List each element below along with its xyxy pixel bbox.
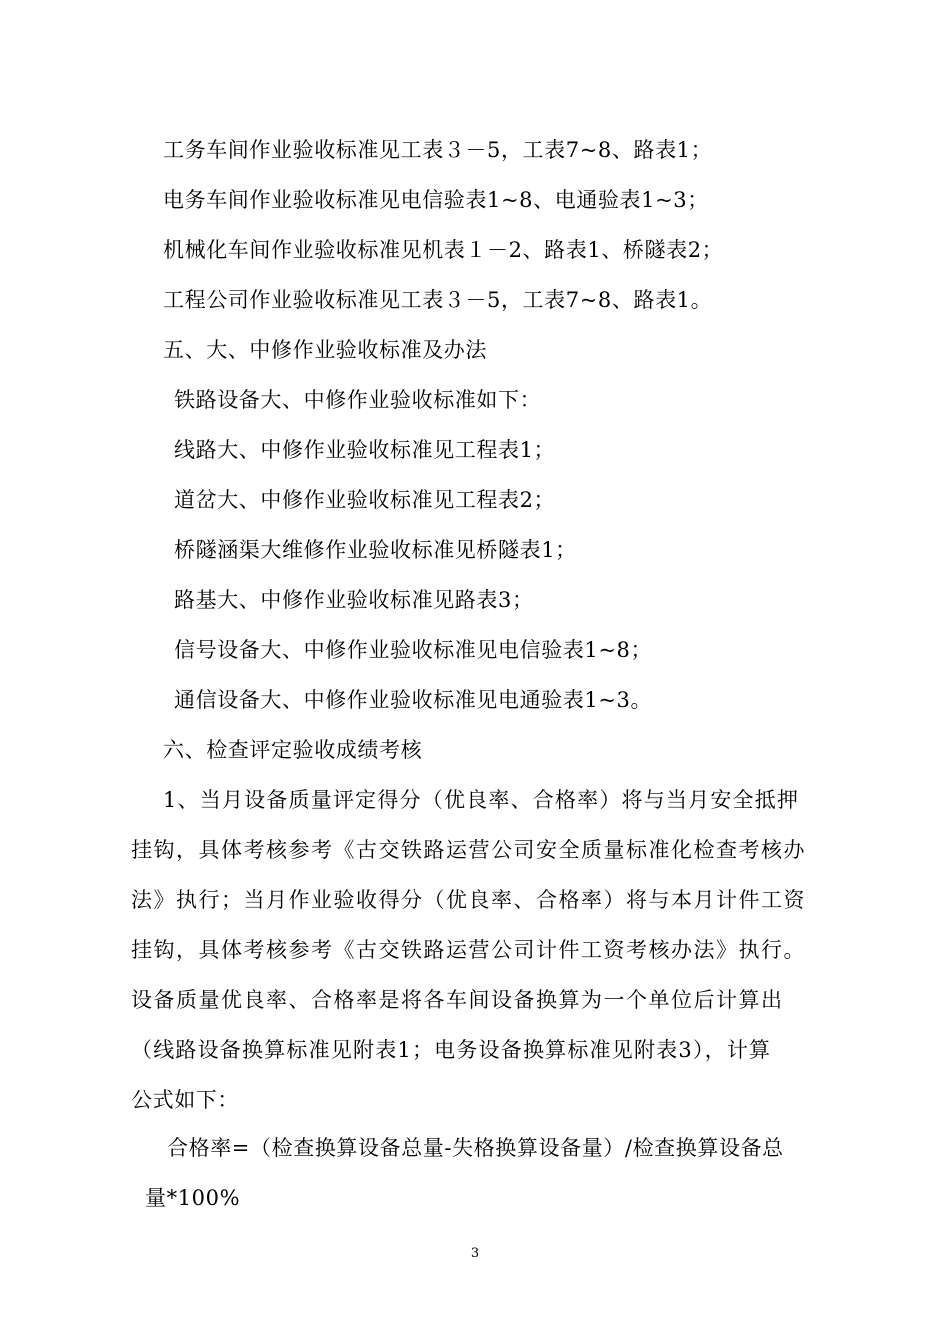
text-line: 电务车间作业验收标准见电信验表1~8、电通验表1~3；: [163, 188, 709, 212]
text-line: 路基大、中修作业验收标准见路表3；: [174, 588, 534, 612]
text-line: 机械化车间作业验收标准见机表１－2、路表1、桥隧表2；: [163, 238, 724, 262]
section-heading: 六、检查评定验收成绩考核: [163, 738, 423, 762]
text-line: 1、当月设备质量评定得分（优良率、合格率）将与当月安全抵押: [163, 788, 800, 812]
text-line: 通信设备大、中修作业验收标准见电通验表1~3。: [174, 688, 653, 712]
text-line: 铁路设备大、中修作业验收标准如下：: [174, 388, 542, 412]
text-line: 信号设备大、中修作业验收标准见电信验表1~8；: [174, 638, 653, 662]
formula-line: 合格率=（检查换算设备总量-失格换算设备量）/检查换算设备总: [167, 1136, 784, 1160]
section-heading: 五、大、中修作业验收标准及办法: [163, 338, 487, 362]
text-line: 工程公司作业验收标准见工表３－5，工表7~8、路表1。: [163, 288, 713, 312]
text-line: （线路设备换算标准见附表1；电务设备换算标准见附表3），计算: [131, 1038, 772, 1062]
text-line: 道岔大、中修作业验收标准见工程表2；: [174, 488, 556, 512]
text-line: 工务车间作业验收标准见工表３－5，工表7~8、路表1；: [163, 138, 713, 162]
text-line: 法》执行；当月作业验收得分（优良率、合格率）将与本月计件工资: [131, 888, 806, 912]
page-number: 3: [470, 1246, 480, 1261]
text-line: 公式如下：: [131, 1088, 239, 1112]
text-line: 挂钩，具体考核参考《古交铁路运营公司计件工资考核办法》执行。: [131, 938, 806, 962]
formula-line: 量*100%: [145, 1186, 241, 1210]
text-line: 设备质量优良率、合格率是将各车间设备换算为一个单位后计算出: [131, 988, 784, 1012]
text-line: 桥隧涵渠大维修作业验收标准见桥隧表1；: [174, 538, 577, 562]
text-line: 线路大、中修作业验收标准见工程表1；: [174, 438, 556, 462]
text-line: 挂钩，具体考核参考《古交铁路运营公司安全质量标准化检查考核办: [131, 838, 806, 862]
